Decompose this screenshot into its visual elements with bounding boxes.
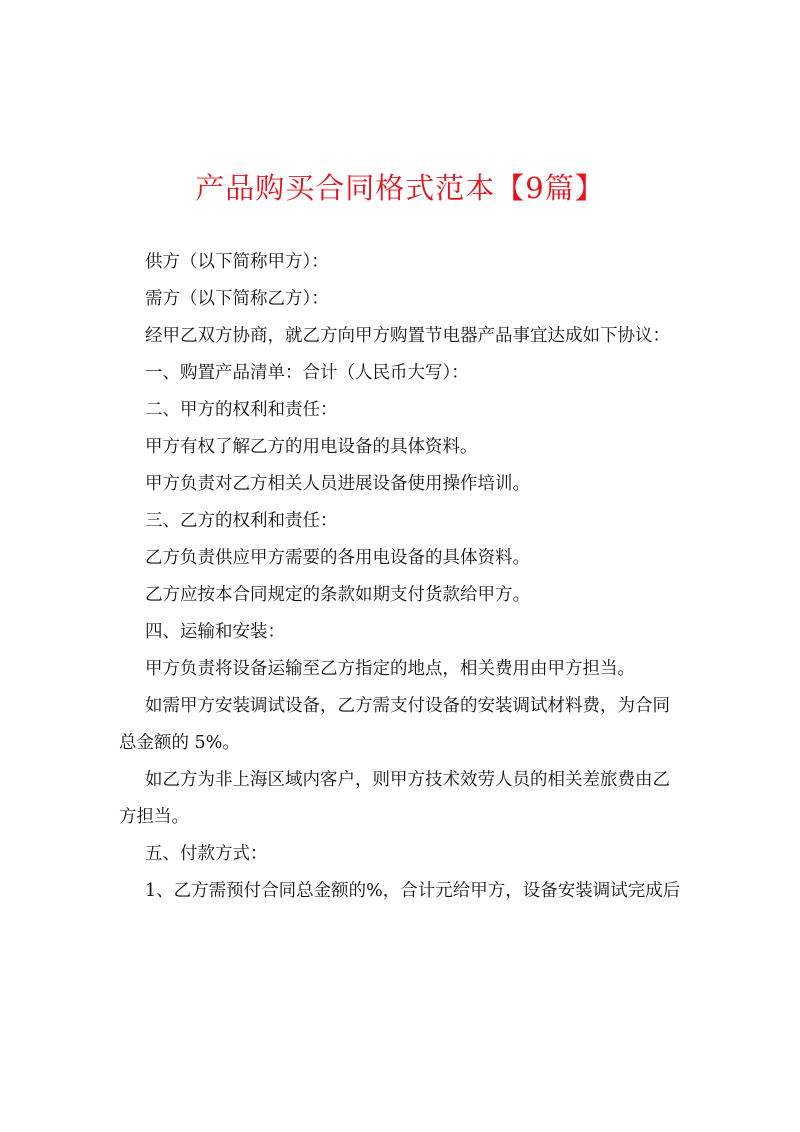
paragraph-travel-line-2: 方担当。 (119, 807, 189, 827)
paragraph-product-list: 一、购置产品清单：合计（人民币大写）： (145, 363, 469, 383)
paragraph-agreement: 经甲乙双方协商，就乙方向甲方购置节电器产品事宜达成如下协议： (145, 326, 670, 346)
paragraph-party-a-rights-heading: 二、甲方的权利和责任： (145, 400, 338, 420)
document-body (119, 244, 705, 910)
paragraph-payment-1: 1、乙方需预付合同总金额的%，合计元给甲方，设备安装调试完成后 (145, 881, 681, 901)
paragraph-payment-heading: 五、付款方式： (145, 844, 268, 864)
paragraph-installation-line-2: 总金额的 5%。 (119, 733, 240, 753)
document-title: 产品购买合同格式范本【9篇】 (195, 171, 605, 205)
paragraph-installation (119, 688, 705, 762)
paragraph-party-b-right-1: 乙方负责供应甲方需要的各用电设备的具体资料。 (145, 548, 530, 568)
paragraph-party-b-right-2: 乙方应按本合同规定的条款如期支付货款给甲方。 (145, 585, 530, 605)
paragraph-party-a-right-1: 甲方有权了解乙方的用电设备的具体资料。 (145, 437, 478, 457)
paragraph-transport-1: 甲方负责将设备运输至乙方指定的地点，相关费用由甲方担当。 (145, 659, 635, 679)
paragraph-travel (119, 762, 705, 836)
paragraph-transport-heading: 四、运输和安装： (145, 622, 285, 642)
paragraph-installation-line-1: 如需甲方安装调试设备，乙方需支付设备的安装调试材料费，为合同 (145, 696, 670, 716)
paragraph-travel-line-1: 如乙方为非上海区域内客户，则甲方技术效劳人员的相关差旅费由乙 (145, 770, 670, 790)
paragraph-supplier: 供方（以下简称甲方）： (145, 252, 329, 272)
paragraph-party-a-right-2: 甲方负责对乙方相关人员进展设备使用操作培训。 (145, 474, 530, 494)
paragraph-party-b-rights-heading: 三、乙方的权利和责任： (145, 511, 338, 531)
paragraph-buyer: 需方（以下简称乙方）： (145, 289, 329, 309)
